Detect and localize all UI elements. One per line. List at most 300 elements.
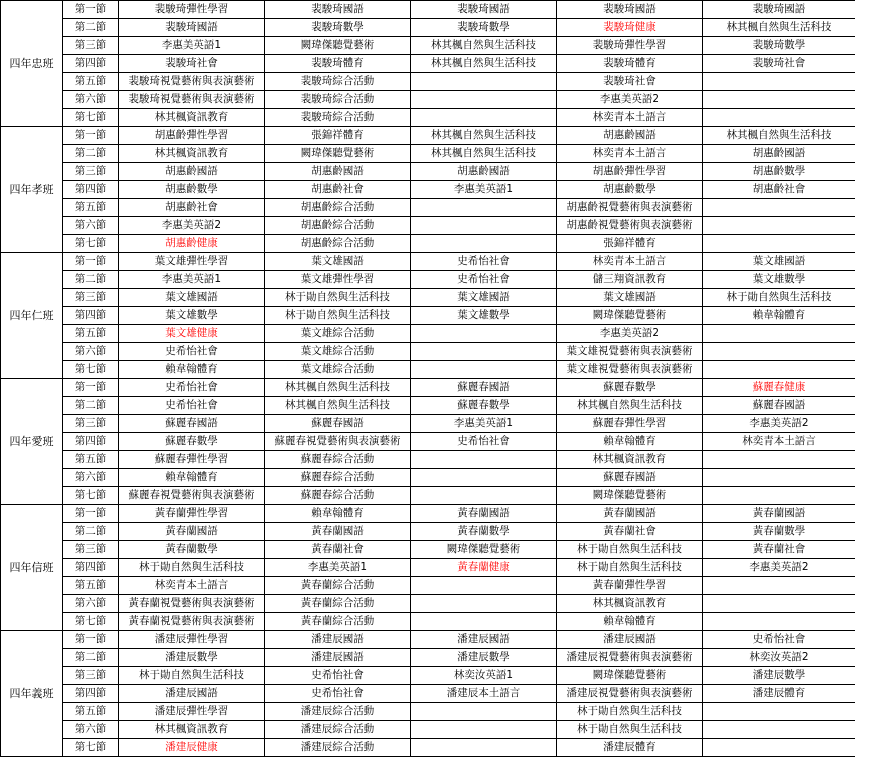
subject-cell[interactable]: 胡惠齡國語 — [411, 163, 557, 181]
subject-cell[interactable]: 賴韋翰體育 — [557, 613, 703, 631]
subject-cell[interactable]: 裴駿琦數學 — [703, 37, 856, 55]
subject-cell[interactable]: 葉文雄視覺藝術與表演藝術 — [557, 343, 703, 361]
table-row — [1, 487, 856, 505]
period-label-cell[interactable]: 第五節 — [63, 577, 119, 595]
subject-cell[interactable]: 胡惠齡視覺藝術與表演藝術 — [557, 217, 703, 235]
subject-cell[interactable]: 賴韋翰體育 — [557, 433, 703, 451]
subject-cell[interactable]: 黃春蘭國語 — [557, 505, 703, 523]
subject-cell[interactable]: 葉文雄數學 — [703, 271, 856, 289]
subject-cell[interactable]: 葉文雄國語 — [557, 289, 703, 307]
subject-cell[interactable]: 裴駿琦國語 — [119, 19, 265, 37]
subject-cell[interactable] — [703, 91, 856, 109]
subject-cell[interactable]: 史希怡社會 — [265, 667, 411, 685]
subject-cell[interactable]: 潘建辰國語 — [119, 685, 265, 703]
subject-cell[interactable]: 胡惠齡社會 — [265, 181, 411, 199]
subject-cell[interactable] — [703, 199, 856, 217]
subject-cell[interactable]: 黃春蘭視覺藝術與表演藝術 — [119, 613, 265, 631]
table-row — [1, 163, 856, 181]
subject-cell[interactable]: 林奕青本土語言 — [703, 433, 856, 451]
table-row — [1, 361, 856, 379]
subject-cell[interactable]: 裴駿琦視覺藝術與表演藝術 — [119, 91, 265, 109]
class-name-cell[interactable]: 四年仁班 — [1, 253, 63, 379]
subject-cell[interactable] — [703, 577, 856, 595]
subject-cell[interactable] — [703, 613, 856, 631]
subject-cell[interactable]: 史希怡社會 — [265, 685, 411, 703]
subject-cell[interactable]: 黃春蘭健康 — [411, 559, 557, 577]
subject-cell[interactable]: 胡惠齡健康 — [119, 235, 265, 253]
subject-cell[interactable]: 蘇麗春綜合活動 — [265, 487, 411, 505]
table-row — [1, 127, 856, 145]
subject-cell[interactable]: 裴駿琦國語 — [265, 1, 411, 19]
period-label-cell[interactable]: 第一節 — [63, 631, 119, 649]
subject-cell[interactable]: 潘建辰體育 — [557, 739, 703, 757]
subject-cell[interactable]: 林其楓自然與生活科技 — [703, 19, 856, 37]
subject-cell[interactable]: 潘建辰數學 — [703, 667, 856, 685]
subject-cell[interactable]: 闕瑋傑聽覺藝術 — [557, 307, 703, 325]
subject-cell[interactable]: 胡惠齡數學 — [703, 163, 856, 181]
subject-cell[interactable]: 蘇麗春國語 — [119, 415, 265, 433]
subject-cell[interactable] — [411, 487, 557, 505]
subject-cell[interactable]: 蘇麗春健康 — [703, 379, 856, 397]
subject-cell[interactable]: 裴駿琦綜合活動 — [265, 91, 411, 109]
subject-cell[interactable]: 蘇麗春數學 — [411, 397, 557, 415]
period-label-cell[interactable]: 第三節 — [63, 289, 119, 307]
subject-cell[interactable]: 闕瑋傑聽覺藝術 — [265, 37, 411, 55]
subject-cell[interactable]: 林其楓資訊教育 — [119, 145, 265, 163]
subject-cell[interactable]: 裴駿琦數學 — [411, 19, 557, 37]
period-label-cell[interactable]: 第四節 — [63, 433, 119, 451]
subject-cell[interactable] — [703, 235, 856, 253]
subject-cell[interactable]: 林其楓自然與生活科技 — [265, 397, 411, 415]
period-label-cell[interactable]: 第六節 — [63, 91, 119, 109]
subject-cell[interactable]: 林其楓自然與生活科技 — [557, 397, 703, 415]
period-label-cell[interactable]: 第六節 — [63, 469, 119, 487]
subject-cell[interactable]: 林奕青本土語言 — [557, 145, 703, 163]
subject-cell[interactable]: 胡惠齡數學 — [119, 181, 265, 199]
subject-cell[interactable]: 黃春蘭國語 — [703, 505, 856, 523]
subject-cell[interactable] — [703, 469, 856, 487]
subject-cell[interactable]: 裴駿琦國語 — [411, 1, 557, 19]
subject-cell[interactable]: 裴駿琦數學 — [265, 19, 411, 37]
subject-cell[interactable]: 林于勛自然與生活科技 — [119, 667, 265, 685]
subject-cell[interactable]: 葉文雄綜合活動 — [265, 343, 411, 361]
subject-cell[interactable]: 蘇麗春國語 — [411, 379, 557, 397]
period-label-cell[interactable]: 第三節 — [63, 37, 119, 55]
subject-cell[interactable]: 潘建辰國語 — [265, 649, 411, 667]
subject-cell[interactable]: 賴韋翰體育 — [119, 361, 265, 379]
subject-cell[interactable]: 胡惠齡彈性學習 — [119, 127, 265, 145]
period-label-cell[interactable]: 第七節 — [63, 235, 119, 253]
period-label-cell[interactable]: 第五節 — [63, 703, 119, 721]
subject-cell[interactable]: 林奕汝英語1 — [411, 667, 557, 685]
subject-cell[interactable]: 李惠美英語2 — [703, 415, 856, 433]
subject-cell[interactable]: 黃春蘭社會 — [703, 541, 856, 559]
period-label-cell[interactable]: 第六節 — [63, 343, 119, 361]
period-label-cell[interactable]: 第三節 — [63, 163, 119, 181]
subject-cell[interactable]: 葉文雄綜合活動 — [265, 361, 411, 379]
period-label-cell[interactable]: 第二節 — [63, 19, 119, 37]
subject-cell[interactable]: 黃春蘭數學 — [411, 523, 557, 541]
subject-cell[interactable]: 裴駿琦健康 — [557, 19, 703, 37]
subject-cell[interactable]: 裴駿琦社會 — [557, 73, 703, 91]
table-row — [1, 451, 856, 469]
table-row — [1, 307, 856, 325]
subject-cell[interactable]: 胡惠齡視覺藝術與表演藝術 — [557, 199, 703, 217]
subject-cell[interactable]: 蘇麗春彈性學習 — [119, 451, 265, 469]
table-row — [1, 325, 856, 343]
table-row — [1, 235, 856, 253]
subject-cell[interactable]: 賴韋翰體育 — [265, 505, 411, 523]
period-label-cell[interactable]: 第二節 — [63, 145, 119, 163]
subject-cell[interactable] — [411, 469, 557, 487]
subject-cell[interactable]: 蘇麗春數學 — [119, 433, 265, 451]
table-row — [1, 577, 856, 595]
period-label-cell[interactable]: 第一節 — [63, 1, 119, 19]
subject-cell[interactable]: 潘建辰體育 — [703, 685, 856, 703]
subject-cell[interactable]: 林于勛自然與生活科技 — [557, 559, 703, 577]
subject-cell[interactable]: 胡惠齡綜合活動 — [265, 217, 411, 235]
subject-cell[interactable]: 李惠美英語1 — [265, 559, 411, 577]
subject-cell[interactable]: 胡惠齡國語 — [265, 163, 411, 181]
table-row — [1, 739, 856, 757]
subject-cell[interactable]: 裴駿琦國語 — [703, 1, 856, 19]
subject-cell[interactable]: 裴駿琦體育 — [557, 55, 703, 73]
subject-cell[interactable]: 闕瑋傑聽覺藝術 — [265, 145, 411, 163]
subject-cell[interactable] — [411, 343, 557, 361]
subject-cell[interactable]: 蘇麗春國語 — [265, 415, 411, 433]
subject-cell[interactable]: 林其楓自然與生活科技 — [265, 379, 411, 397]
subject-cell[interactable]: 蘇麗春數學 — [557, 379, 703, 397]
subject-cell[interactable] — [411, 739, 557, 757]
subject-cell[interactable]: 李惠美英語1 — [119, 271, 265, 289]
table-row — [1, 541, 856, 559]
subject-cell[interactable] — [703, 109, 856, 127]
subject-cell[interactable]: 蘇麗春國語 — [557, 469, 703, 487]
subject-cell[interactable]: 潘建辰視覺藝術與表演藝術 — [557, 649, 703, 667]
subject-cell[interactable] — [703, 325, 856, 343]
period-label-cell[interactable]: 第六節 — [63, 217, 119, 235]
subject-cell[interactable] — [703, 595, 856, 613]
subject-cell[interactable]: 史希怡社會 — [119, 379, 265, 397]
subject-cell[interactable] — [703, 361, 856, 379]
subject-cell[interactable]: 李惠美英語2 — [119, 217, 265, 235]
subject-cell[interactable] — [703, 217, 856, 235]
subject-cell[interactable]: 葉文雄國語 — [265, 253, 411, 271]
period-label-cell[interactable]: 第二節 — [63, 523, 119, 541]
subject-cell[interactable]: 林其楓資訊教育 — [557, 595, 703, 613]
subject-cell[interactable]: 蘇麗春彈性學習 — [557, 415, 703, 433]
subject-cell[interactable]: 史希怡社會 — [411, 253, 557, 271]
table-row — [1, 631, 856, 649]
subject-cell[interactable]: 林其楓資訊教育 — [557, 451, 703, 469]
class-name-cell[interactable]: 四年信班 — [1, 505, 63, 631]
period-label-cell[interactable]: 第三節 — [63, 415, 119, 433]
period-label-cell[interactable]: 第五節 — [63, 451, 119, 469]
table-row — [1, 559, 856, 577]
subject-cell[interactable] — [703, 451, 856, 469]
period-label-cell[interactable]: 第四節 — [63, 55, 119, 73]
subject-cell[interactable]: 闕瑋傑聽覺藝術 — [411, 541, 557, 559]
subject-cell[interactable] — [703, 343, 856, 361]
subject-cell[interactable]: 潘建辰國語 — [557, 631, 703, 649]
period-label-cell[interactable]: 第五節 — [63, 199, 119, 217]
subject-cell[interactable]: 黃春蘭綜合活動 — [265, 595, 411, 613]
table-row — [1, 703, 856, 721]
table-row — [1, 253, 856, 271]
period-label-cell[interactable]: 第四節 — [63, 307, 119, 325]
table-row — [1, 685, 856, 703]
table-row — [1, 55, 856, 73]
table-row — [1, 397, 856, 415]
subject-cell[interactable]: 葉文雄視覺藝術與表演藝術 — [557, 361, 703, 379]
subject-cell[interactable]: 蘇麗春國語 — [703, 397, 856, 415]
subject-cell[interactable]: 黃春蘭綜合活動 — [265, 613, 411, 631]
subject-cell[interactable]: 裴駿琦視覺藝術與表演藝術 — [119, 73, 265, 91]
subject-cell[interactable]: 葉文雄數學 — [411, 307, 557, 325]
table-row — [1, 469, 856, 487]
table-row — [1, 415, 856, 433]
period-label-cell[interactable]: 第四節 — [63, 181, 119, 199]
subject-cell[interactable] — [703, 487, 856, 505]
subject-cell[interactable]: 葉文雄綜合活動 — [265, 325, 411, 343]
subject-cell[interactable]: 潘建辰國語 — [411, 631, 557, 649]
subject-cell[interactable]: 裴駿琦社會 — [119, 55, 265, 73]
class-name-cell[interactable]: 四年愛班 — [1, 379, 63, 505]
period-label-cell[interactable]: 第五節 — [63, 325, 119, 343]
subject-cell[interactable]: 林奕青本土語言 — [557, 253, 703, 271]
subject-cell[interactable]: 闕瑋傑聽覺藝術 — [557, 487, 703, 505]
period-label-cell[interactable]: 第七節 — [63, 613, 119, 631]
subject-cell[interactable]: 張錦祥體育 — [557, 235, 703, 253]
subject-cell[interactable] — [703, 73, 856, 91]
subject-cell[interactable]: 史希怡社會 — [703, 631, 856, 649]
subject-cell[interactable]: 潘建辰綜合活動 — [265, 739, 411, 757]
table-row — [1, 109, 856, 127]
subject-cell[interactable]: 李惠美英語1 — [411, 181, 557, 199]
period-label-cell[interactable]: 第七節 — [63, 361, 119, 379]
table-row — [1, 505, 856, 523]
subject-cell[interactable]: 潘建辰視覺藝術與表演藝術 — [557, 685, 703, 703]
subject-cell[interactable]: 史希怡社會 — [411, 433, 557, 451]
subject-cell[interactable]: 林其楓自然與生活科技 — [703, 127, 856, 145]
subject-cell[interactable]: 黃春蘭國語 — [411, 505, 557, 523]
table-row — [1, 1, 856, 19]
subject-cell[interactable]: 蘇麗春視覺藝術與表演藝術 — [119, 487, 265, 505]
subject-cell[interactable]: 史希怡社會 — [119, 397, 265, 415]
period-label-cell[interactable]: 第四節 — [63, 559, 119, 577]
subject-cell[interactable]: 蘇麗春綜合活動 — [265, 451, 411, 469]
subject-cell[interactable]: 葉文雄彈性學習 — [265, 271, 411, 289]
subject-cell[interactable]: 黃春蘭綜合活動 — [265, 577, 411, 595]
subject-cell[interactable]: 裴駿琦綜合活動 — [265, 73, 411, 91]
subject-cell[interactable] — [411, 217, 557, 235]
subject-cell[interactable]: 葉文雄彈性學習 — [119, 253, 265, 271]
subject-cell[interactable] — [411, 451, 557, 469]
subject-cell[interactable]: 林其楓自然與生活科技 — [411, 127, 557, 145]
subject-cell[interactable]: 林于勛自然與生活科技 — [557, 541, 703, 559]
table-row — [1, 667, 856, 685]
subject-cell[interactable] — [411, 325, 557, 343]
subject-cell[interactable] — [411, 361, 557, 379]
subject-cell[interactable]: 林奕青本土語言 — [557, 109, 703, 127]
subject-cell[interactable]: 林于勛自然與生活科技 — [265, 307, 411, 325]
table-row — [1, 19, 856, 37]
subject-cell[interactable] — [703, 703, 856, 721]
subject-cell[interactable]: 潘建辰健康 — [119, 739, 265, 757]
period-label-cell[interactable]: 第一節 — [63, 253, 119, 271]
subject-cell[interactable]: 胡惠齡綜合活動 — [265, 199, 411, 217]
subject-cell[interactable]: 裴駿琦國語 — [557, 1, 703, 19]
subject-cell[interactable]: 葉文雄國語 — [703, 253, 856, 271]
subject-cell[interactable]: 葉文雄數學 — [119, 307, 265, 325]
subject-cell[interactable] — [411, 721, 557, 739]
table-row — [1, 271, 856, 289]
sheet-margin — [855, 0, 873, 768]
subject-cell[interactable]: 潘建辰彈性學習 — [119, 631, 265, 649]
subject-cell[interactable]: 胡惠齡數學 — [557, 181, 703, 199]
subject-cell[interactable] — [703, 739, 856, 757]
table-row — [1, 289, 856, 307]
subject-cell[interactable]: 李惠美英語2 — [703, 559, 856, 577]
subject-cell[interactable]: 葉文雄國語 — [411, 289, 557, 307]
subject-cell[interactable] — [411, 613, 557, 631]
period-label-cell[interactable]: 第三節 — [63, 541, 119, 559]
subject-cell[interactable] — [411, 199, 557, 217]
table-row — [1, 181, 856, 199]
subject-cell[interactable] — [703, 721, 856, 739]
subject-cell[interactable]: 張錦祥體育 — [265, 127, 411, 145]
period-label-cell[interactable]: 第四節 — [63, 685, 119, 703]
subject-cell[interactable] — [411, 703, 557, 721]
class-name-cell[interactable]: 四年忠班 — [1, 1, 63, 127]
table-row — [1, 217, 856, 235]
subject-cell[interactable]: 史希怡社會 — [411, 271, 557, 289]
subject-cell[interactable]: 林奕青本土語言 — [119, 577, 265, 595]
table-row — [1, 649, 856, 667]
subject-cell[interactable]: 林于勛自然與生活科技 — [557, 721, 703, 739]
subject-cell[interactable]: 李惠美英語1 — [119, 37, 265, 55]
subject-cell[interactable]: 裴駿琦社會 — [703, 55, 856, 73]
subject-cell[interactable] — [411, 577, 557, 595]
subject-cell[interactable]: 林其楓自然與生活科技 — [411, 55, 557, 73]
subject-cell[interactable]: 蘇麗春綜合活動 — [265, 469, 411, 487]
subject-cell[interactable]: 黃春蘭彈性學習 — [119, 505, 265, 523]
subject-cell[interactable]: 史希怡社會 — [119, 343, 265, 361]
subject-cell[interactable]: 林于勛自然與生活科技 — [265, 289, 411, 307]
table-row — [1, 73, 856, 91]
subject-cell[interactable]: 李惠美英語1 — [411, 415, 557, 433]
subject-cell[interactable]: 林其楓自然與生活科技 — [411, 37, 557, 55]
subject-cell[interactable]: 潘建辰數學 — [119, 649, 265, 667]
subject-cell[interactable]: 賴韋翰體育 — [703, 307, 856, 325]
subject-cell[interactable] — [411, 73, 557, 91]
period-label-cell[interactable]: 第一節 — [63, 379, 119, 397]
table-row — [1, 595, 856, 613]
period-label-cell[interactable]: 第六節 — [63, 595, 119, 613]
table-row — [1, 199, 856, 217]
subject-cell[interactable]: 李惠美英語2 — [557, 91, 703, 109]
period-label-cell[interactable]: 第二節 — [63, 397, 119, 415]
subject-cell[interactable] — [411, 109, 557, 127]
subject-cell[interactable]: 林于勛自然與生活科技 — [557, 703, 703, 721]
subject-cell[interactable]: 黃春蘭社會 — [557, 523, 703, 541]
table-row — [1, 433, 856, 451]
subject-cell[interactable]: 潘建辰數學 — [411, 649, 557, 667]
subject-cell[interactable]: 裴駿琦綜合活動 — [265, 109, 411, 127]
period-label-cell[interactable]: 第五節 — [63, 73, 119, 91]
subject-cell[interactable]: 裴駿琦彈性學習 — [119, 1, 265, 19]
subject-cell[interactable]: 林其楓自然與生活科技 — [411, 145, 557, 163]
subject-cell[interactable]: 林奕汝英語2 — [703, 649, 856, 667]
subject-cell[interactable]: 黃春蘭國語 — [119, 523, 265, 541]
period-label-cell[interactable]: 第一節 — [63, 505, 119, 523]
subject-cell[interactable]: 胡惠齡社會 — [703, 181, 856, 199]
subject-cell[interactable]: 葉文雄國語 — [119, 289, 265, 307]
subject-cell[interactable]: 潘建辰彈性學習 — [119, 703, 265, 721]
subject-cell[interactable]: 林其楓資訊教育 — [119, 109, 265, 127]
subject-cell[interactable]: 賴韋翰體育 — [119, 469, 265, 487]
table-row — [1, 91, 856, 109]
class-name-cell[interactable]: 四年義班 — [1, 631, 63, 757]
subject-cell[interactable] — [411, 595, 557, 613]
subject-cell[interactable]: 黃春蘭國語 — [265, 523, 411, 541]
subject-cell[interactable]: 黃春蘭彈性學習 — [557, 577, 703, 595]
table-row — [1, 613, 856, 631]
subject-cell[interactable]: 胡惠齡綜合活動 — [265, 235, 411, 253]
table-row — [1, 37, 856, 55]
subject-cell[interactable]: 黃春蘭數學 — [703, 523, 856, 541]
subject-cell[interactable]: 胡惠齡國語 — [119, 163, 265, 181]
period-label-cell[interactable]: 第六節 — [63, 721, 119, 739]
subject-cell[interactable]: 李惠美英語2 — [557, 325, 703, 343]
period-label-cell[interactable]: 第七節 — [63, 739, 119, 757]
period-label-cell[interactable]: 第二節 — [63, 271, 119, 289]
subject-cell[interactable] — [411, 235, 557, 253]
timetable-body — [1, 1, 856, 757]
subject-cell[interactable]: 黃春蘭數學 — [119, 541, 265, 559]
period-label-cell[interactable]: 第七節 — [63, 487, 119, 505]
table-row — [1, 379, 856, 397]
subject-cell[interactable]: 林其楓資訊教育 — [119, 721, 265, 739]
subject-cell[interactable]: 潘建辰綜合活動 — [265, 721, 411, 739]
subject-cell[interactable]: 潘建辰本土語言 — [411, 685, 557, 703]
period-label-cell[interactable]: 第七節 — [63, 109, 119, 127]
period-label-cell[interactable]: 第一節 — [63, 127, 119, 145]
table-row — [1, 523, 856, 541]
subject-cell[interactable]: 黃春蘭社會 — [265, 541, 411, 559]
subject-cell[interactable]: 胡惠齡社會 — [119, 199, 265, 217]
period-label-cell[interactable]: 第三節 — [63, 667, 119, 685]
subject-cell[interactable]: 裴駿琦彈性學習 — [557, 37, 703, 55]
subject-cell[interactable]: 闕瑋傑聽覺藝術 — [557, 667, 703, 685]
subject-cell[interactable]: 蘇麗春視覺藝術與表演藝術 — [265, 433, 411, 451]
subject-cell[interactable]: 潘建辰國語 — [265, 631, 411, 649]
subject-cell[interactable] — [411, 91, 557, 109]
class-name-cell[interactable]: 四年孝班 — [1, 127, 63, 253]
table-row — [1, 721, 856, 739]
subject-cell[interactable]: 胡惠齡國語 — [557, 127, 703, 145]
subject-cell[interactable]: 裴駿琦體育 — [265, 55, 411, 73]
subject-cell[interactable]: 潘建辰綜合活動 — [265, 703, 411, 721]
subject-cell[interactable]: 葉文雄健康 — [119, 325, 265, 343]
subject-cell[interactable]: 胡惠齡彈性學習 — [557, 163, 703, 181]
subject-cell[interactable]: 黃春蘭視覺藝術與表演藝術 — [119, 595, 265, 613]
subject-cell[interactable]: 胡惠齡國語 — [703, 145, 856, 163]
subject-cell[interactable]: 林于勛自然與生活科技 — [119, 559, 265, 577]
subject-cell[interactable]: 儲三翔資訊教育 — [557, 271, 703, 289]
period-label-cell[interactable]: 第二節 — [63, 649, 119, 667]
subject-cell[interactable]: 林于勛自然與生活科技 — [703, 289, 856, 307]
